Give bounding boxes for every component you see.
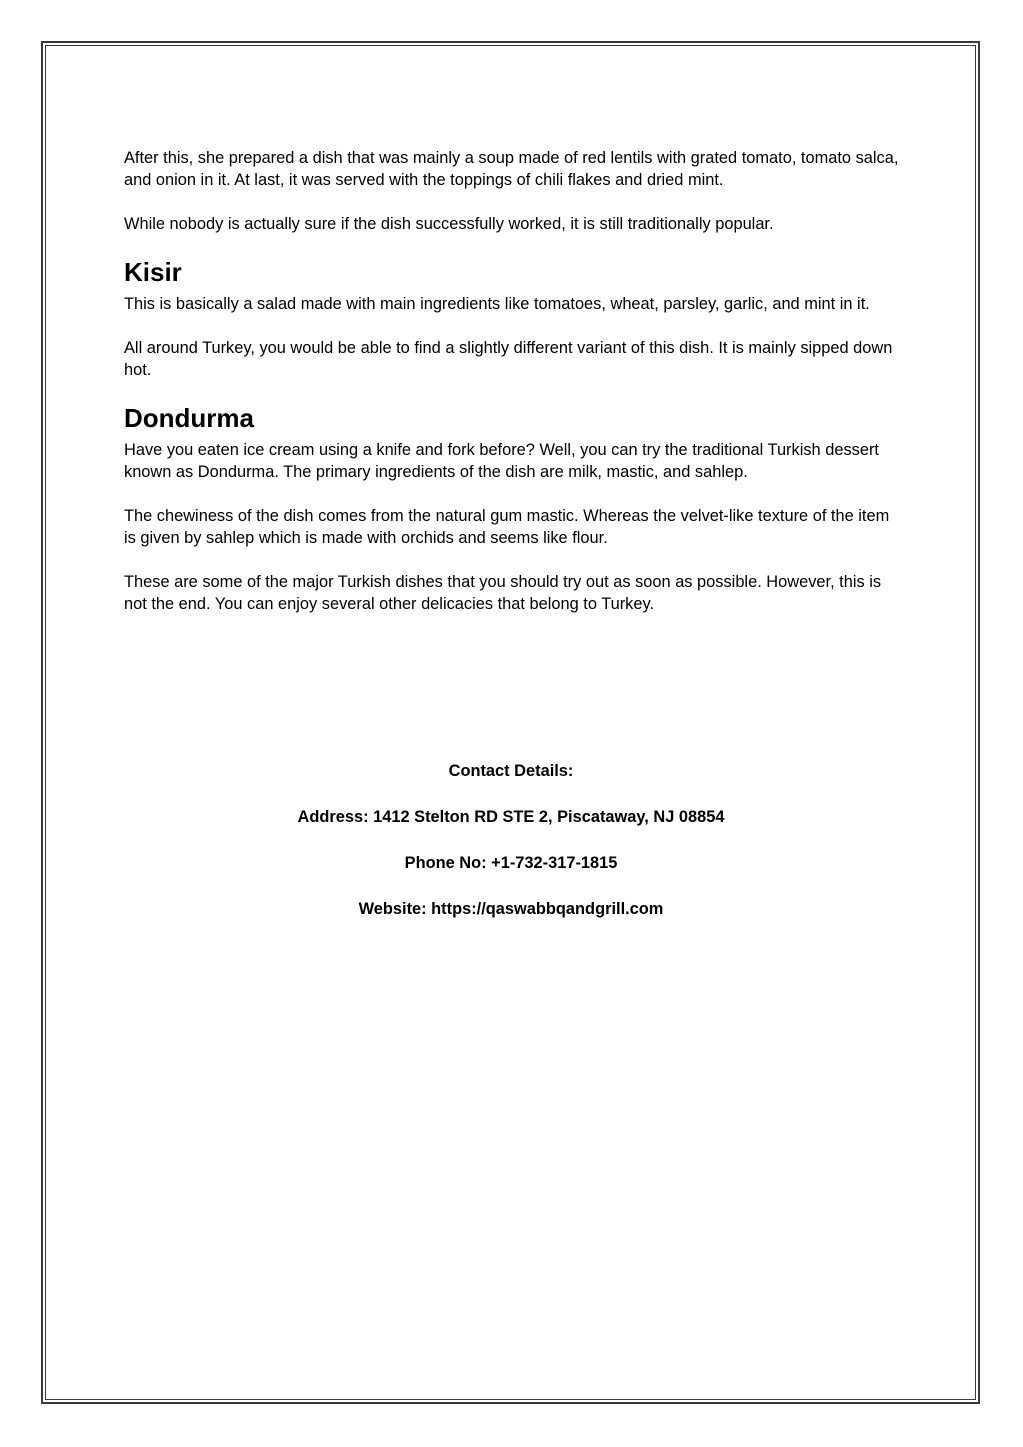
contact-address: Address: 1412 Stelton RD STE 2, Piscataway, NJ 08854 [297, 808, 725, 826]
contact-website: Website: https://qaswabbqandgrill.com [358, 900, 664, 918]
contact-details [124, 760, 898, 944]
paragraph-kisir-variants: All around Turkey, you would be able to find a slightly different variant of this dish. It is mainly sipped down hot. [124, 339, 893, 379]
paragraph-dondurma-texture: The chewiness of the dish comes from the natural gum mastic. Whereas the velvet-like texture of the item is given by sahlep which is made with orchids and seems like flour. [124, 507, 890, 547]
paragraph-conclusion: These are some of the major Turkish dishes that you should try out as soon as possible. However, this is not the end. You can enjoy several other delicacies that belong to Turkey. [124, 573, 882, 613]
contact-phone: Phone No: +1-732-317-1815 [404, 854, 618, 872]
heading-dondurma: Dondurma [124, 403, 254, 433]
paragraph-dondurma-intro: Have you eaten ice cream using a knife and fork before? Well, you can try the traditional Turkish dessert known as Dondurma. The primary ingredients of the dish are milk, mastic, and sahlep. [124, 441, 879, 481]
paragraph-kisir-ingredients: This is basically a salad made with main ingredients like tomatoes, wheat, parsley, garlic, and mint in it. [124, 295, 870, 313]
paragraph-tradition: While nobody is actually sure if the dish successfully worked, it is still traditionally popular. [124, 215, 774, 233]
heading-kisir: Kisir [124, 257, 182, 287]
article-body [124, 147, 904, 637]
contact-title: Contact Details: [448, 762, 574, 780]
paragraph-lentil-soup: After this, she prepared a dish that was mainly a soup made of red lentils with grated tomato, tomato salca, and onion in it. At last, it was served with the toppings of chili flakes and dried mint. [124, 149, 899, 189]
